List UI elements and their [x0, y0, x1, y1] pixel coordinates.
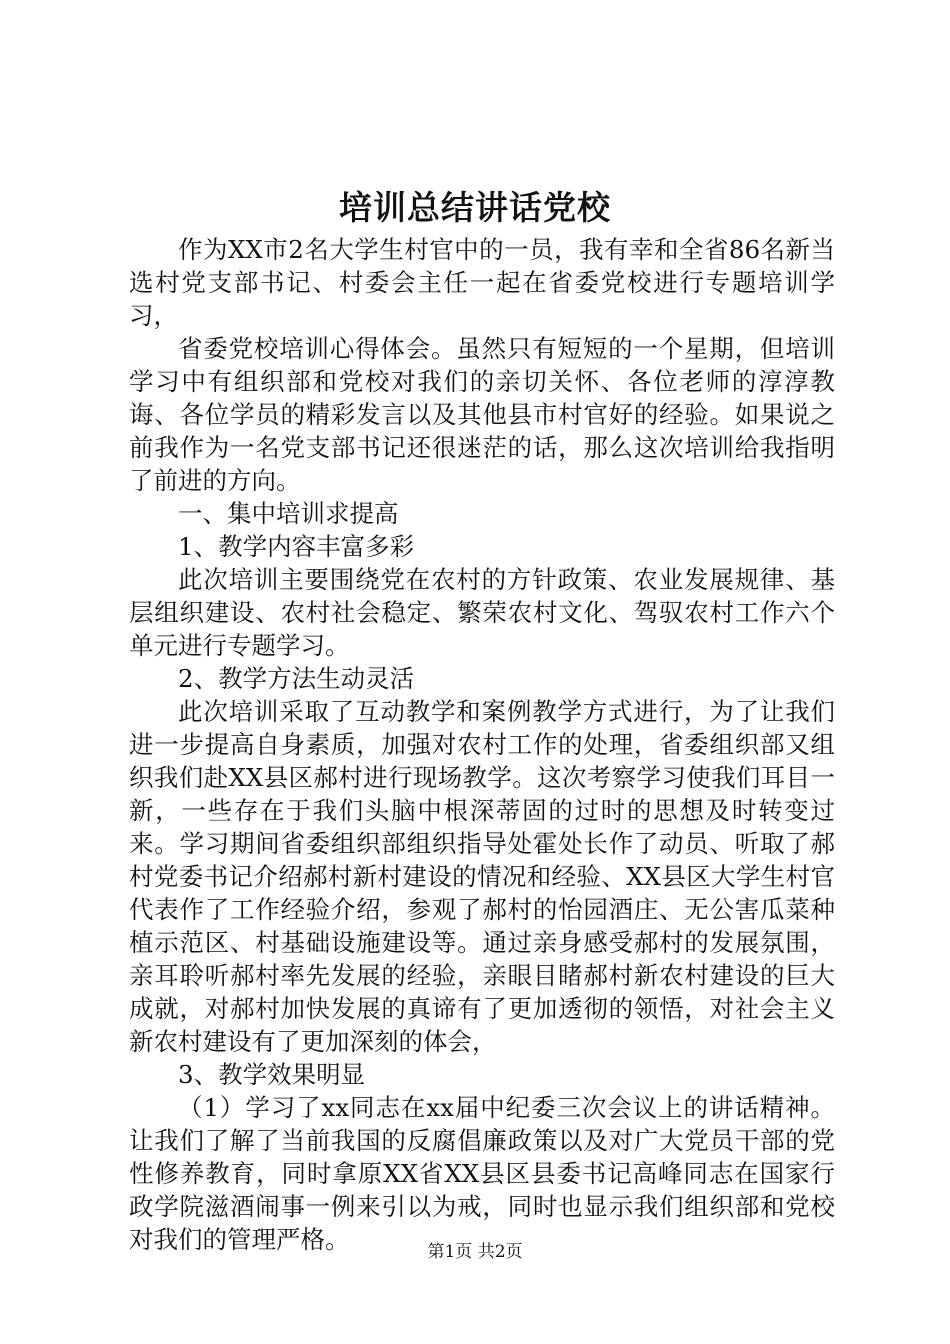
subheading-2: 2、教学方法生动灵活 [178, 664, 415, 693]
paragraph-intro: 作为XX市2名大学生村官中的一员，我有幸和全省86名新当选村党支部书记、村委会主任一起在省委党校进行专题培训学习， [129, 235, 835, 330]
subheading-1: 1、教学内容丰富多彩 [178, 532, 415, 561]
paragraph-effects: （1）学习了xx同志在xx届中纪委三次会议上的讲话精神。让我们了解了当前我国的反腐倡廉政策以及对广大党员干部的党性修养教育，同时拿原XX省XX县区县委书记高峰同志在国家行政学院滋酒闹事一例来引以为戒，同时也显示我们组织部和党校对我们的管理严格。 [129, 1093, 835, 1254]
subheading-3: 3、教学效果明显 [178, 1060, 366, 1089]
page-footer: 第1页 共2页 [427, 1242, 523, 1262]
document-body [129, 233, 835, 1256]
document-title: 培训总结讲话党校 [339, 188, 611, 227]
paragraph-methods: 此次培训采取了互动教学和案例教学方式进行，为了让我们进一步提高自身素质，加强对农村工作的处理，省委组织部又组织我们赴XX县区郝村进行现场教学。这次考察学习使我们耳目一新，一些存在于我们头脑中根深蒂固的过时的思想及时转变过来。学习期间省委组织部组织指导处霍处长作了动员、听取了郝村党委书记介绍郝村新村建设的情况和经验、XX县区大学生村官代表作了工作经验介绍，参观了郝村的怡园酒庄、无公害瓜菜种植示范区、村基础设施建设等。通过亲身感受郝村的发展氛围，亲耳聆听郝村率先发展的经验，亲眼目睹郝村新农村建设的巨大成就，对郝村加快发展的真谛有了更加透彻的领悟，对社会主义新农村建设有了更加深刻的体会， [129, 697, 835, 1056]
section-heading-1: 一、集中培训求提高 [178, 499, 399, 528]
paragraph-content: 此次培训主要围绕党在农村的方针政策、农业发展规律、基层组织建设、农村社会稳定、繁荣农村文化、驾驭农村工作六个单元进行专题学习。 [129, 565, 835, 660]
paragraph-experience: 省委党校培训心得体会。虽然只有短短的一个星期，但培训学习中有组织部和党校对我们的亲切关怀、各位老师的淳淳教诲、各位学员的精彩发言以及其他县市村官好的经验。如果说之前我作为一名党支部书记还很迷茫的话，那么这次培训给我指明了前进的方向。 [129, 334, 835, 495]
